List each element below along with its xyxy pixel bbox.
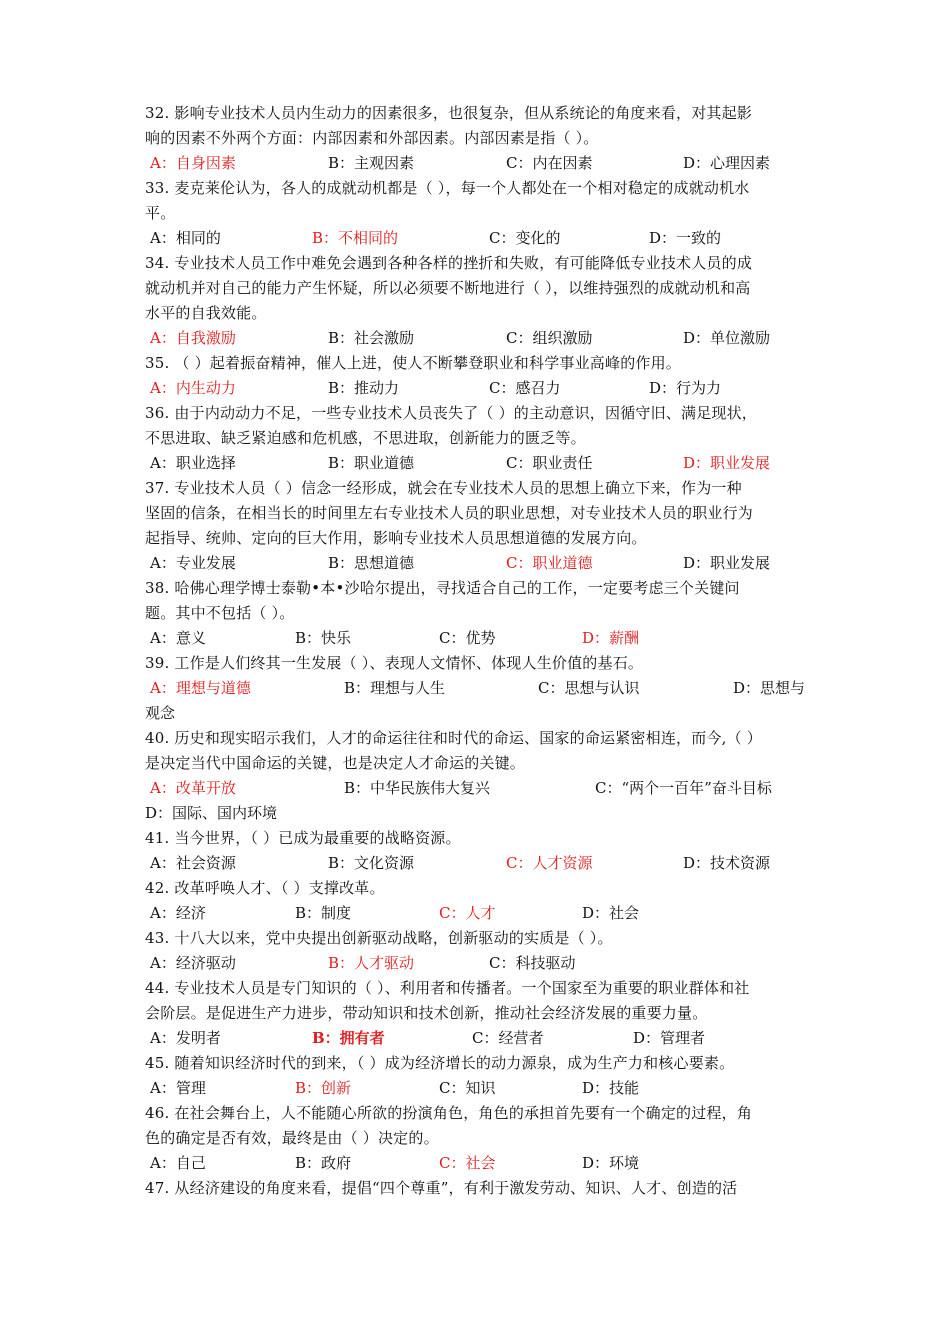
- option-b: B：不相同的: [312, 229, 399, 247]
- option-b: B：社会激励: [328, 329, 415, 347]
- question-41-line-1: 41. 当今世界，（ ）已成为最重要的战略资源。: [145, 829, 461, 847]
- option-c: C：“两个一百年”奋斗目标: [595, 779, 772, 797]
- option-d: D：薪酬: [582, 629, 640, 647]
- option-c: C：组织激励: [506, 329, 593, 347]
- option-a: A：管理: [150, 1079, 206, 1097]
- option-b: B：思想道德: [328, 554, 415, 572]
- question-37-line-2: 坚固的信条，在相当长的时间里左右专业技术人员的职业思想，对专业技术人员的职业行为: [145, 504, 754, 522]
- question-44-line-2: 会阶层。是促进生产力进步，带动知识和技术创新，推动社会经济发展的重要力量。: [145, 1004, 708, 1022]
- option-d: D：技术资源: [683, 854, 771, 872]
- option-b: B：文化资源: [328, 854, 415, 872]
- question-37-line-3: 起指导、统帅、定向的巨大作用，影响专业技术人员思想道德的发展方向。: [145, 529, 647, 547]
- option-d: D：环境: [582, 1154, 640, 1172]
- question-32-line-1: 32. 影响专业技术人员内生动力的因素很多，也很复杂，但从系统论的角度来看，对其起影: [145, 104, 753, 122]
- option-b: B：职业道德: [328, 454, 415, 472]
- question-47-line-1: 47. 从经济建设的角度来看，提倡“四个尊重”，有利于激发劳动、知识、人才、创造的活: [145, 1179, 738, 1197]
- option-c: C：职业责任: [506, 454, 593, 472]
- question-46-line-2: 色的确定是否有效，最终是由（ ）决定的。: [145, 1129, 439, 1147]
- question-37-line-1: 37. 专业技术人员（ ）信念一经形成，就会在专业技术人员的思想上确立下来，作为一种: [145, 479, 742, 497]
- option-d: D：职业发展: [683, 454, 771, 472]
- option-a: A：改革开放: [150, 779, 236, 797]
- option-c: C：人才资源: [506, 854, 593, 872]
- question-39-line-1: 39. 工作是人们终其一生发展（ ）、表现人文情怀、体现人生价值的基石。: [145, 654, 644, 672]
- question-34-line-3: 水平的自我效能。: [145, 304, 267, 322]
- option-c: C：社会: [439, 1154, 496, 1172]
- option-d: D：技能: [582, 1079, 640, 1097]
- option-a: A：自我激励: [150, 329, 236, 347]
- question-39-option-d-continued: 观念: [145, 704, 176, 722]
- option-b: B：政府: [295, 1154, 352, 1172]
- option-b: B：中华民族伟大复兴: [344, 779, 491, 797]
- question-33-line-1: 33. 麦克莱伦认为，各人的成就动机都是（ ），每一个人都处在一个相对稳定的成就动机水: [145, 179, 750, 197]
- option-c: C：科技驱动: [489, 954, 576, 972]
- option-c: C：内在因素: [506, 154, 593, 172]
- option-a: A：经济: [150, 904, 206, 922]
- option-a: A：理想与道德: [150, 679, 251, 697]
- option-c: C：职业道德: [506, 554, 593, 572]
- option-a: A：职业选择: [150, 454, 236, 472]
- option-a: A：相同的: [150, 229, 221, 247]
- question-33-line-2: 平。: [145, 204, 176, 222]
- option-a: A：经济驱动: [150, 954, 236, 972]
- option-b: B：推动力: [328, 379, 400, 397]
- question-34-line-2: 就动机并对自己的能力产生怀疑，所以必须要不断地进行（ ），以维持强烈的成就动机和高: [145, 279, 751, 297]
- option-a: A：自身因素: [150, 154, 236, 172]
- option-d: D：一致的: [649, 229, 722, 247]
- option-a: A：意义: [150, 629, 206, 647]
- option-b: B：人才驱动: [328, 954, 415, 972]
- option-d: D：职业发展: [683, 554, 771, 572]
- option-b: B：快乐: [295, 629, 352, 647]
- option-b: B：拥有者: [312, 1029, 385, 1047]
- option-d: D：单位激励: [683, 329, 771, 347]
- option-c: C：经营者: [472, 1029, 544, 1047]
- option-a: A：社会资源: [150, 854, 236, 872]
- option-d: D：行为力: [649, 379, 722, 397]
- option-c: C：知识: [439, 1079, 496, 1097]
- question-36-line-1: 36. 由于内动动力不足，一些专业技术人员丧失了（ ）的主动意识，因循守旧、满足现状，: [145, 404, 757, 422]
- option-c: C：人才: [439, 904, 496, 922]
- option-d: D：思想与: [733, 679, 806, 697]
- question-32-line-2: 响的因素不外两个方面：内部因素和外部因素。内部因素是指（ ）。: [145, 129, 599, 147]
- question-45-line-1: 45. 随着知识经济时代的到来，（ ）成为经济增长的动力源泉，成为生产力和核心要素。: [145, 1054, 735, 1072]
- question-43-line-1: 43. 十八大以来，党中央提出创新驱动战略，创新驱动的实质是（ ）。: [145, 929, 613, 947]
- question-42-line-1: 42. 改革呼唤人才、（ ）支撑改革。: [145, 879, 385, 897]
- option-d: D：社会: [582, 904, 640, 922]
- option-a: A：自己: [150, 1154, 206, 1172]
- option-c: C：思想与认识: [538, 679, 640, 697]
- question-38-line-2: 题。其中不包括（ ）。: [145, 604, 295, 622]
- option-d: D：心理因素: [683, 154, 771, 172]
- option-c: C：优势: [439, 629, 496, 647]
- option-b: B：创新: [295, 1079, 352, 1097]
- option-a: A：内生动力: [150, 379, 236, 397]
- question-44-line-1: 44. 专业技术人员是专门知识的（ ）、利用者和传播者。一个国家至为重要的职业群体和社: [145, 979, 750, 997]
- option-b: B：制度: [295, 904, 352, 922]
- option-a: A：发明者: [150, 1029, 221, 1047]
- question-34-line-1: 34. 专业技术人员工作中难免会遇到各种各样的挫折和失败，有可能降低专业技术人员的成: [145, 254, 753, 272]
- question-35-line-1: 35. （ ）起着振奋精神，催人上进，使人不断攀登职业和科学事业高峰的作用。: [145, 354, 681, 372]
- option-c: C：感召力: [489, 379, 561, 397]
- question-40-line-1: 40. 历史和现实昭示我们，人才的命运往往和时代的命运、国家的命运紧密相连，而今,（ ）: [145, 729, 762, 747]
- option-b: B：理想与人生: [344, 679, 446, 697]
- question-40-line-2: 是决定当代中国命运的关键，也是决定人才命运的关键。: [145, 754, 526, 772]
- option-d: D：管理者: [633, 1029, 706, 1047]
- question-38-line-1: 38. 哈佛心理学博士泰勒•本•沙哈尔提出，寻找适合自己的工作，一定要考虑三个关键问: [145, 579, 740, 597]
- option-a: A：专业发展: [150, 554, 236, 572]
- question-46-line-1: 46. 在社会舞台上，人不能随心所欲的扮演角色，角色的承担首先要有一个确定的过程，角: [145, 1104, 753, 1122]
- option-c: C：变化的: [489, 229, 561, 247]
- question-40-option-d: D：国际、国内环境: [145, 804, 278, 822]
- question-36-line-2: 不思进取、缺乏紧迫感和危机感，不思进取，创新能力的匮乏等。: [145, 429, 586, 447]
- option-b: B：主观因素: [328, 154, 415, 172]
